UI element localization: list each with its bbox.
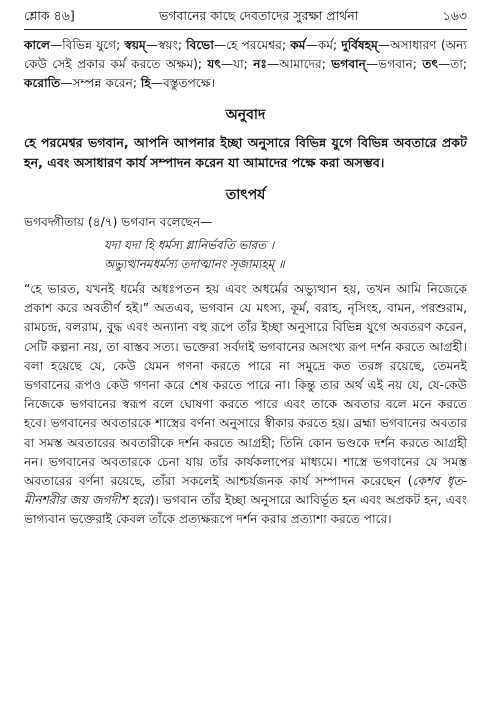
verse-reference: শ্লোক ৪৬]: [24, 8, 75, 23]
gloss-meaning: তা;: [450, 57, 467, 71]
gloss-word: কর্ম: [290, 38, 306, 52]
purport-heading: তাৎপর্য: [225, 187, 266, 203]
gloss-meaning: আমাদের;: [279, 57, 332, 71]
translation-text: হে পরমেশ্বর ভগবান, আপনি আপনার ইচ্ছা অনুসারে বিভিন্ন যুগে বিভিন্ন অবতারে প্রকট হন, এবং অসাধারণ কার্য সম্পাদন করেন যা আমাদের পক্ষে করা অসম্ভব।: [24, 135, 467, 170]
verse-line: যদা যদা হি ধর্মস্য গ্লানির্ভবতি ভারত ।: [104, 238, 275, 252]
gloss-word: স্বয়ম্: [124, 38, 146, 52]
quoted-verse: [24, 236, 467, 274]
gloss-word: করোতি: [24, 76, 61, 90]
gloss-meaning: যা;: [233, 57, 254, 71]
header-divider: [24, 29, 467, 30]
chapter-title: ভগবানের কাছে দেবতাদের সুরক্ষা প্রার্থনা: [158, 8, 359, 23]
gloss-meaning: সম্পন্ন করেন;: [72, 76, 141, 90]
page-number: ১৬৩: [442, 8, 467, 23]
gloss-word: হি: [140, 76, 151, 90]
gloss-meaning: বস্তুতপক্ষে।: [162, 76, 216, 90]
translation-heading: অনুবাদ: [225, 107, 266, 123]
purport-quote-italic: কেশব ধৃত-মীনশরীর জয় জগদীশ হরে: [24, 474, 467, 508]
gloss-meaning: হে পরমেশ্বর;: [226, 38, 291, 52]
purport-paragraph: [24, 280, 467, 530]
gloss-word: দুর্বিষহম্: [341, 38, 378, 52]
gloss-word: ভগবান্: [331, 57, 366, 71]
gloss-meaning: বিভিন্ন যুগে;: [62, 38, 125, 52]
purport-intro: ভগবদ্গীতায় (৪/৭) ভগবান বলেছেন—: [24, 215, 213, 229]
gloss-word: নঃ: [253, 57, 268, 71]
gloss-meaning: ভগবান;: [378, 57, 423, 71]
gloss-meaning: অসাধারণ (অন্য কেউ সেই প্রকার কর্ম করতে অক্ষম);: [24, 38, 467, 71]
gloss-meaning: স্বয়ং;: [158, 38, 187, 52]
gloss-word: কালে: [24, 38, 51, 52]
gloss-meaning: কর্ম;: [317, 38, 342, 52]
purport-text-end: )। ভগবান তাঁর ইচ্ছা অনুসারে আবির্ভূত হন এবং অপ্রকট হন, এবং ভাগ্যবান ভক্তেরাই কেবল তাঁকে প্রত্যক্ষরূপে দর্শন করার প্রত্যাশা করতে পারে।: [24, 493, 467, 527]
gloss-word: বিভো: [186, 38, 214, 52]
gloss-word: যৎ: [207, 57, 221, 71]
gloss-word: তৎ: [422, 57, 438, 71]
purport-text: “হে ভারত, যখনই ধর্মের অধঃপতন হয় এবং অধর্মের অভ্যুত্থান হয়, তখন আমি নিজেকে প্রকাশ করে অবতীর্ণ হই।” অতএব, ভগবান যে মৎস্য, কূর্ম, বরাহ, নৃসিংহ, বামন, পরশুরাম, রামচন্দ্র, বলরাম, বুদ্ধ এবং অন্যান্য বহু রূপে তাঁর ইচ্ছা অনুসারে বিভিন্ন যুগে অবতরণ করেন, সেটি কল্পনা নয়, তা বাস্তব সত্য। ভক্তেরা সর্বদাই ভগবানের অসংখ্য রূপ দর্শন করতে আগ্রহী। বলা হয়েছে যে, কেউ যেমন গণনা করতে পারে না সমুদ্রে কত তরঙ্গ রয়েছে, তেমনই ভগবানের রূপও কেউ গণনা করে শেষ করতে পারে না। কিন্তু তার অর্থ এই নয় যে, যে-কেউ নিজেকে ভগবানের স্বরূপ বলে ঘোষণা করতে পারে এবং তাকে অবতার বলে মনে করতে হবে। ভগবানের অবতারকে শাস্ত্রের বর্ণনা অনুসারে স্বীকার করতে হয়। ব্রহ্মা ভগবানের অবতার বা সমস্ত অবতারের অবতারীকে দর্শন করতে আগ্রহী; তিনি কোন ভণ্ডকে দর্শন করতে আগ্রহী নন। ভগবানের অবতারকে চেনা যায় তাঁর কার্যকলাপের মাধ্যমে। শাস্ত্রে ভগবানের যে সমস্ত অবতারের বর্ণনা রয়েছে, তাঁরা সকলেই আশ্চর্যজনক কার্য সম্পাদন করেছেন (: [24, 282, 467, 489]
word-for-word-gloss: কালে—বিভিন্ন যুগে; স্বয়ম্—স্বয়ং; বিভো—হে পরমেশ্বর; কর্ম—কর্ম; দুর্বিষহম্—অসাধারণ (অন্য কেউ সেই প্রকার কর্ম করতে অক্ষম); যৎ—যা; নঃ—আমাদের; ভগবান্—ভগবান; তৎ—তা; করোতি—সম্পন্ন করেন; হি—বস্তুতপক্ষে।: [24, 38, 467, 90]
verse-line: অভ্যুত্থানমধর্মস্য তদাত্মানং সৃজাম্যহম্ ॥: [104, 257, 285, 271]
page-header: [24, 8, 467, 26]
